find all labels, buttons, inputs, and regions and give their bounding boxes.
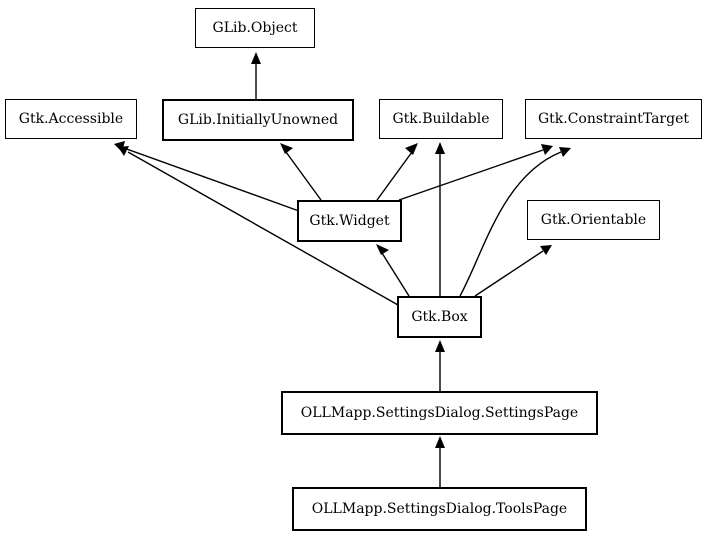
arrowhead [435, 340, 445, 352]
edge-widget-to-constrainttarget [399, 150, 543, 200]
node-gtk-widget[interactable] [297, 200, 402, 242]
node-gtk-constrainttarget[interactable] [525, 99, 702, 139]
node-gtk-orientable[interactable] [527, 200, 660, 240]
arrowhead [405, 143, 418, 155]
node-label: Gtk.Buildable [392, 111, 490, 127]
arrowhead [435, 436, 445, 448]
node-label: GLib.InitiallyUnowned [177, 112, 339, 128]
node-label: Gtk.ConstraintTarget [537, 111, 690, 127]
node-label: OLLMapp.SettingsDialog.SettingsPage [300, 405, 579, 421]
node-label: Gtk.Accessible [18, 111, 124, 127]
node-gtk-box[interactable] [397, 296, 482, 338]
arrowhead [251, 52, 261, 64]
node-gtk-accessible[interactable] [5, 99, 137, 139]
edge-widget-to-initiallyunowned [286, 152, 321, 200]
node-label: Gtk.Widget [309, 213, 390, 229]
arrowhead [376, 244, 389, 255]
node-label: Gtk.Box [411, 309, 468, 325]
node-gtk-buildable[interactable] [379, 99, 503, 139]
arrowhead [118, 146, 129, 156]
node-ollmapp-toolspage[interactable] [292, 487, 587, 531]
edge-widget-to-buildable [377, 152, 412, 200]
arrowhead [435, 142, 445, 154]
edge-box-to-widget [382, 253, 409, 296]
node-ollmapp-settingspage[interactable] [281, 391, 598, 435]
arrowhead [540, 245, 552, 255]
node-label: GLib.Object [212, 20, 298, 36]
node-label: OLLMapp.SettingsDialog.ToolsPage [311, 501, 568, 517]
node-glib-object[interactable] [195, 8, 315, 48]
node-glib-initiallyunowned[interactable] [162, 99, 354, 141]
edge-box-to-orientable [475, 251, 543, 296]
edge-widget-to-accessible [124, 148, 299, 211]
arrowhead [280, 143, 293, 154]
node-label: Gtk.Orientable [540, 212, 647, 228]
